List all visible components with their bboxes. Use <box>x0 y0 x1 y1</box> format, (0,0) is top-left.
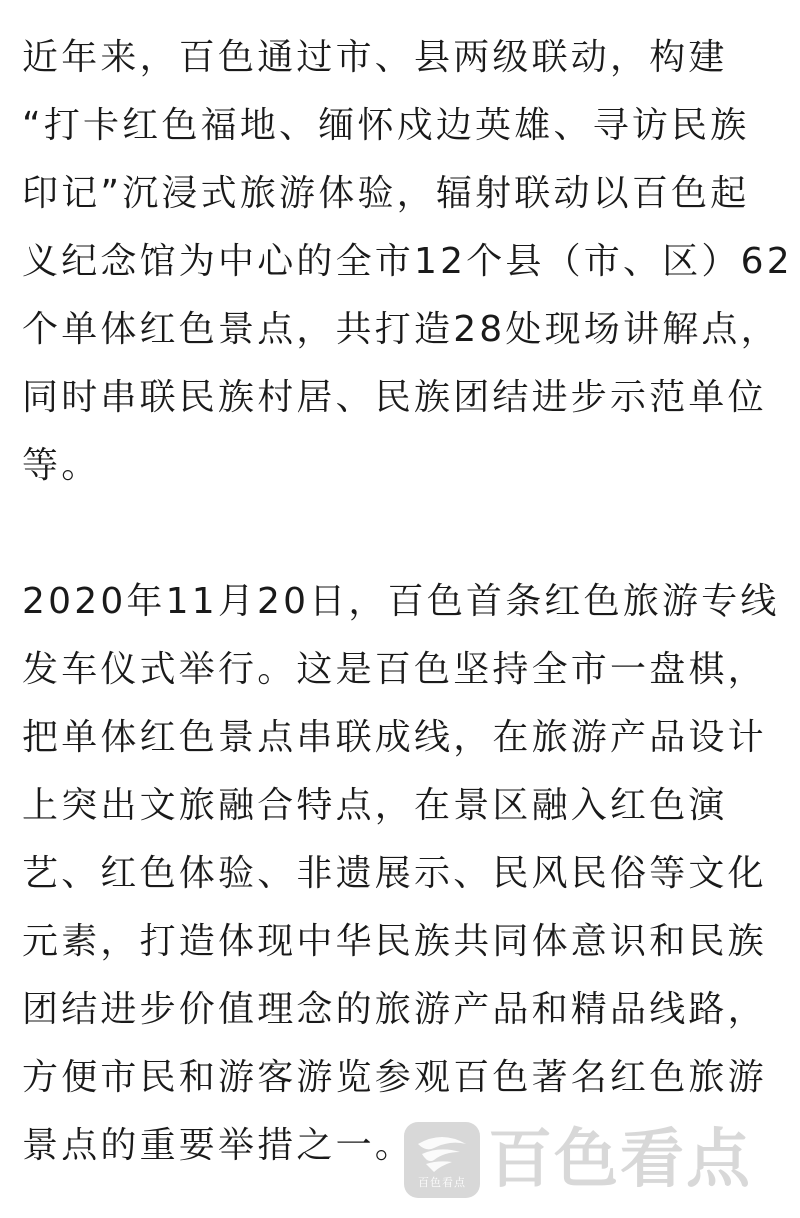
watermark <box>404 1122 752 1198</box>
article-body <box>22 24 793 1180</box>
watermark-name: 百色看点 <box>488 1123 752 1197</box>
text-line: 同时串联民族村居、民族团结进步示范单位 <box>22 377 767 418</box>
baise-kandian-logo-icon <box>404 1122 480 1198</box>
paragraph-2 <box>22 568 782 1180</box>
text-line: 印记”沉浸式旅游体验，辐射联动以百色起 <box>22 173 750 214</box>
text-line: 把单体红色景点串联成线，在旅游产品设计 <box>22 717 767 758</box>
text-line: “打卡红色福地、缅怀戍边英雄、寻访民族 <box>22 105 750 146</box>
text-line: 元素，打造体现中华民族共同体意识和民族 <box>22 921 767 962</box>
text-line: 个单体红色景点，共打造28处现场讲解点， <box>22 309 780 350</box>
text-line: 团结进步价值理念的旅游产品和精品线路， <box>22 989 767 1030</box>
paragraph-1 <box>22 24 793 500</box>
text-line: 等。 <box>22 445 101 486</box>
logo-caption: 百色看点 <box>418 1176 466 1189</box>
text-line: 近年来，百色通过市、县两级联动，构建 <box>22 37 728 78</box>
text-line: 方便市民和游客游览参观百色著名红色旅游 <box>22 1057 767 1098</box>
text-line: 艺、红色体验、非遗展示、民风民俗等文化 <box>22 853 767 894</box>
text-line: 2020年11月20日，百色首条红色旅游专线 <box>22 581 780 622</box>
paragraph-spacer <box>22 500 782 568</box>
text-line: 义纪念馆为中心的全市12个县（市、区）62 <box>22 241 793 282</box>
text-line: 景点的重要举措之一。 <box>22 1125 415 1166</box>
text-line: 上突出文旅融合特点，在景区融入红色演 <box>22 785 728 826</box>
text-line: 发车仪式举行。这是百色坚持全市一盘棋， <box>22 649 767 690</box>
